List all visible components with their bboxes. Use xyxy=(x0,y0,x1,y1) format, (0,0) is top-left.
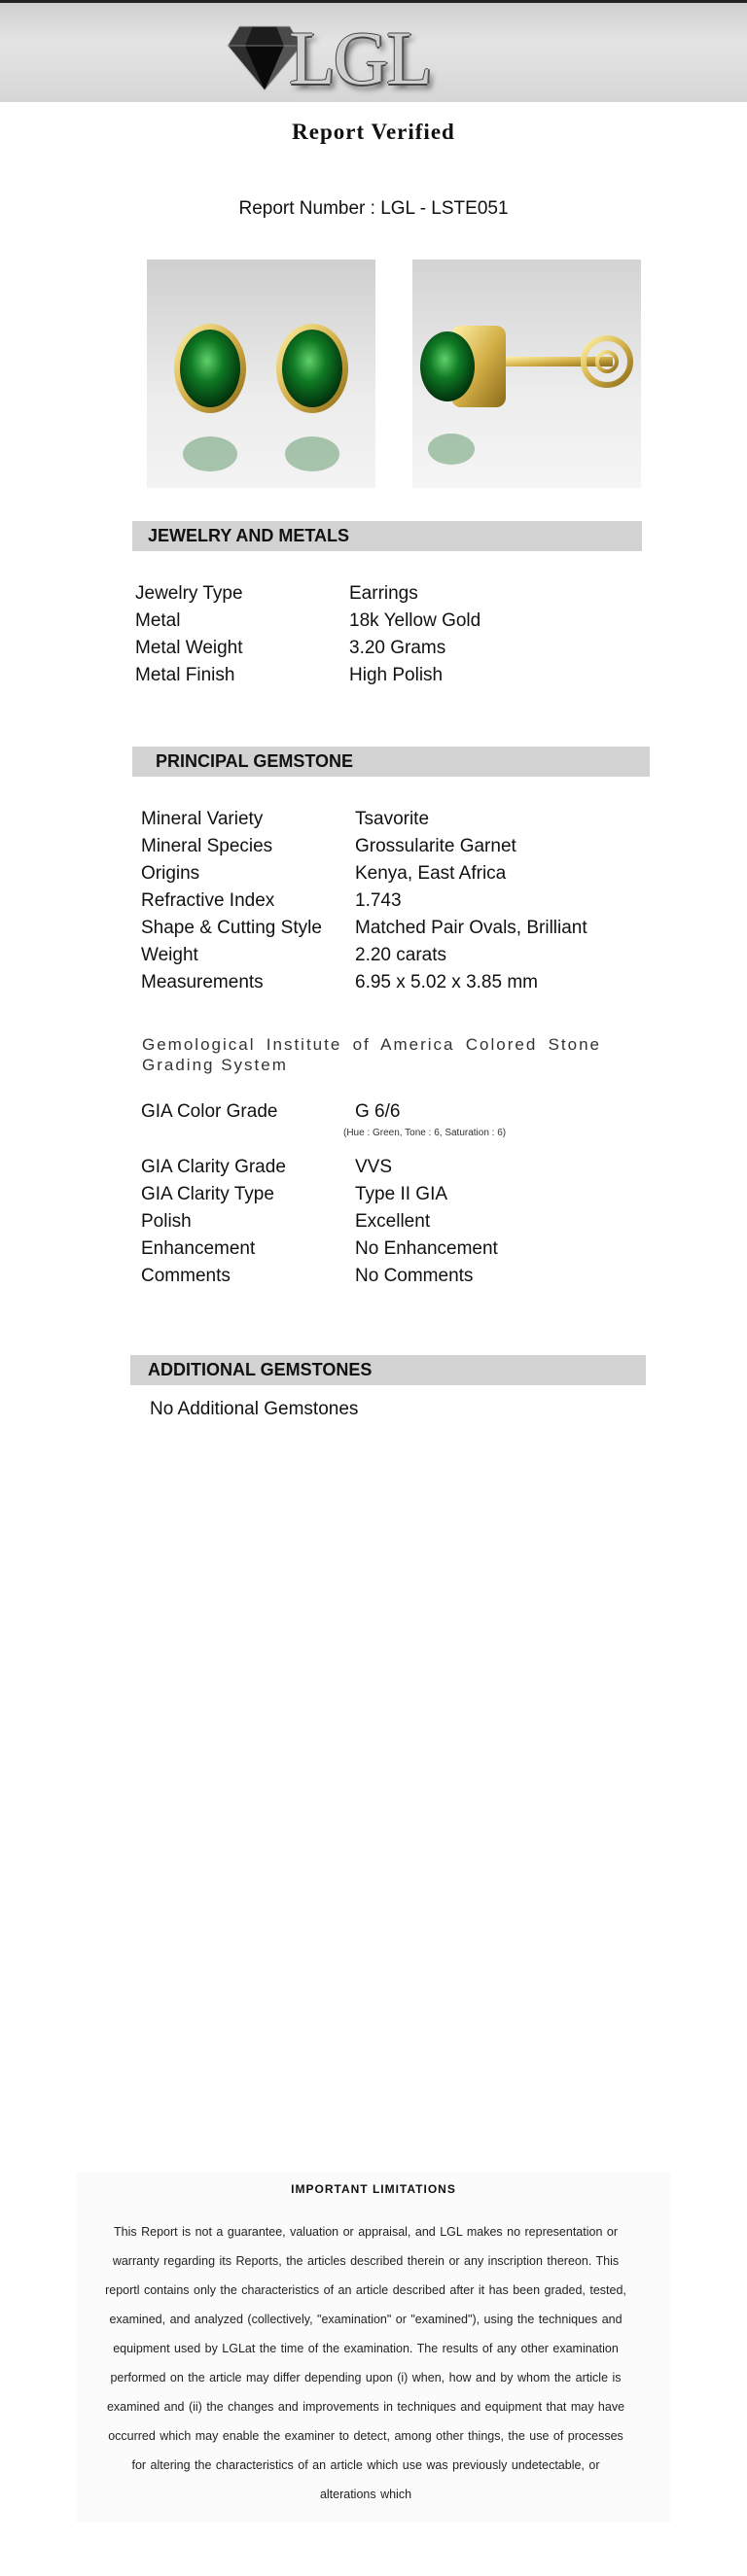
principal-gemstone-table xyxy=(141,806,647,996)
row-label: Metal xyxy=(135,610,181,631)
row-value: Grossularite Garnet xyxy=(355,836,516,856)
earring-side-photo xyxy=(412,260,641,488)
earrings-front-photo xyxy=(147,260,375,488)
comments-row xyxy=(141,1263,647,1290)
row-label: Polish xyxy=(141,1211,192,1232)
row-value: 18k Yellow Gold xyxy=(349,610,481,631)
row-value: Matched Pair Ovals, Brilliant xyxy=(355,918,587,938)
jewelry-metals-table xyxy=(135,580,641,689)
row-label: Weight xyxy=(141,945,198,965)
limitations-heading: IMPORTANT LIMITATIONS xyxy=(291,2182,456,2196)
gia-color-grade-row xyxy=(141,1098,647,1126)
gia-grading-system-note: Gemological Institute of America Colored Stone Grading System xyxy=(142,1035,601,1074)
principal-gemstone-heading: PRINCIPAL GEMSTONE xyxy=(132,747,650,777)
row-value: Excellent xyxy=(355,1211,431,1232)
gia-clarity-type-row xyxy=(141,1181,647,1208)
no-additional-gemstones-text: No Additional Gemstones xyxy=(150,1399,359,1419)
row-value: No Enhancement xyxy=(355,1238,498,1259)
row-label: Metal Finish xyxy=(135,665,235,685)
row-label: Mineral Variety xyxy=(141,809,264,829)
row-label: Jewelry Type xyxy=(135,583,243,604)
metal-weight-row xyxy=(135,635,641,662)
metal-finish-row xyxy=(135,662,641,689)
row-value: 2.20 carats xyxy=(355,945,446,965)
row-value: 6.95 x 5.02 x 3.85 mm xyxy=(355,972,538,992)
weight-row xyxy=(141,942,647,969)
row-label: GIA Clarity Type xyxy=(141,1184,274,1204)
row-value: Earrings xyxy=(349,583,418,604)
row-value: Kenya, East Africa xyxy=(355,863,507,884)
gia-clarity-table xyxy=(141,1154,647,1290)
metal-row xyxy=(135,608,641,635)
mineral-variety-row xyxy=(141,806,647,833)
report-number: Report Number : LGL - LSTE051 xyxy=(238,198,509,219)
row-label: Refractive Index xyxy=(141,890,275,911)
row-value: Type II GIA xyxy=(355,1184,448,1204)
row-label: GIA Color Grade xyxy=(141,1101,278,1122)
row-label: Shape & Cutting Style xyxy=(141,918,322,938)
jewelry-metals-heading: JEWELRY AND METALS xyxy=(132,521,642,551)
jewelry-type-row xyxy=(135,580,641,608)
hue-tone-saturation-note: (Hue : Green, Tone : 6, Saturation : 6) xyxy=(343,1128,507,1138)
logo-text: LGL xyxy=(289,16,431,100)
row-label: GIA Clarity Grade xyxy=(141,1157,286,1177)
row-label: Metal Weight xyxy=(135,638,243,658)
row-label: Mineral Species xyxy=(141,836,273,856)
limitations-text: This Report is not a guarantee, valuation or appraisal, and LGL makes no representation or warranty regarding its Reports, the articles described therein or any inscription thereon. This reportl contains only the characteristics of an article described after it has been graded, tested, examined, and analyzed (collectively, "examination" or "examined"), using the techniques and equipment used by LGLat the time of the examination. The results of any other examination performed on the article may differ depending upon (i) when, how and by whom the article is examined and (ii) the changes and improvements in techniques and equipment that may have occurred which may enable the examiner to detect, among other things, the use of processes for altering the characteristics of an article which use was previously undetectable, or alterations which xyxy=(105,2225,626,2501)
row-label: Comments xyxy=(141,1266,231,1286)
additional-gemstones-heading: ADDITIONAL GEMSTONES xyxy=(130,1355,646,1385)
polish-row xyxy=(141,1208,647,1236)
gia-color-grade-table xyxy=(141,1098,647,1126)
row-value: 1.743 xyxy=(355,890,402,911)
shape-cutting-style-row xyxy=(141,915,647,942)
row-label: Measurements xyxy=(141,972,264,992)
row-label: Enhancement xyxy=(141,1238,256,1259)
enhancement-row xyxy=(141,1236,647,1263)
gia-clarity-grade-row xyxy=(141,1154,647,1181)
mineral-species-row xyxy=(141,833,647,860)
lgl-logo xyxy=(226,16,479,100)
report-header xyxy=(0,0,747,102)
row-label: Origins xyxy=(141,863,200,884)
page-title: Report Verified xyxy=(292,120,455,144)
row-value: 3.20 Grams xyxy=(349,638,446,658)
refractive-index-row xyxy=(141,888,647,915)
row-value: No Comments xyxy=(355,1266,474,1286)
row-value: High Polish xyxy=(349,665,444,685)
row-value: G 6/6 xyxy=(355,1101,401,1122)
origins-row xyxy=(141,860,647,888)
measurements-row xyxy=(141,969,647,996)
row-value: Tsavorite xyxy=(355,809,430,829)
row-value: VVS xyxy=(355,1157,393,1177)
